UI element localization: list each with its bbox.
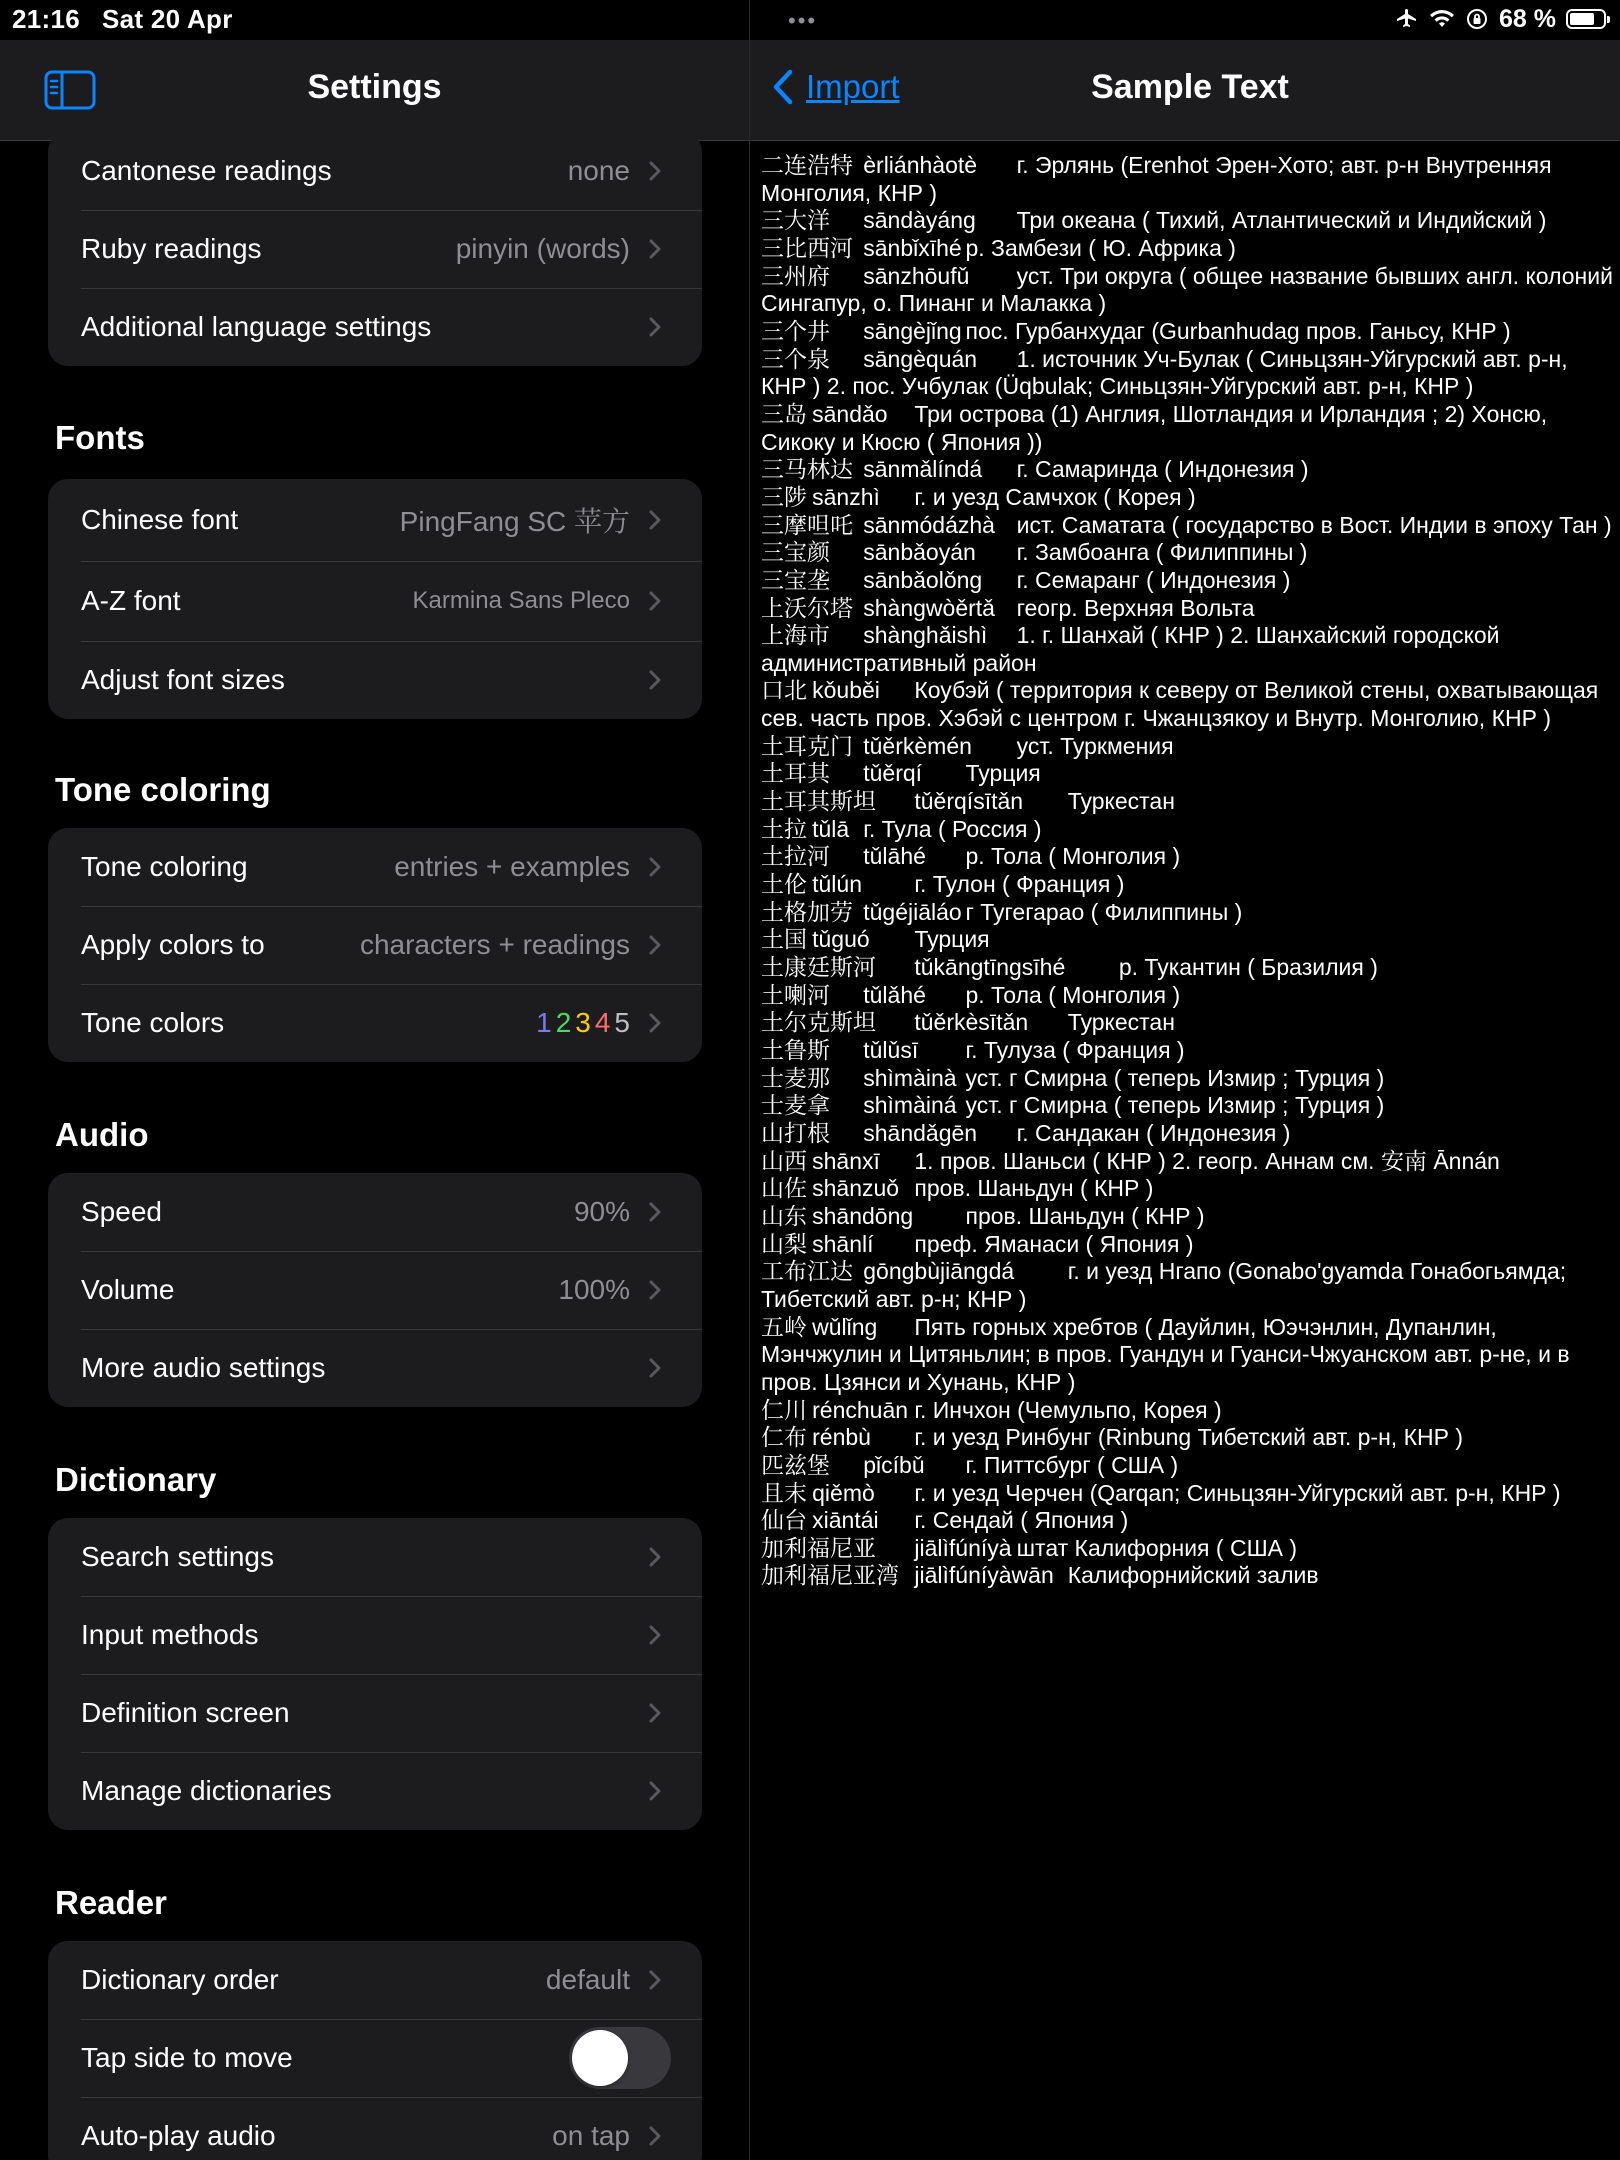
row-label: More audio settings bbox=[81, 1352, 326, 1383]
row-label: Additional language settings bbox=[81, 311, 432, 342]
apply-colors-to-row[interactable] bbox=[48, 906, 702, 984]
chevron-right-icon bbox=[648, 934, 662, 956]
tone-colors-row[interactable] bbox=[48, 984, 702, 1062]
chevron-right-icon bbox=[648, 1546, 662, 1568]
sample-text-title: Sample Text bbox=[1091, 68, 1289, 106]
volume-row[interactable] bbox=[48, 1251, 702, 1329]
ruby-readings-row[interactable] bbox=[48, 210, 702, 288]
row-label: Cantonese readings bbox=[81, 155, 332, 186]
chevron-right-icon bbox=[648, 669, 662, 691]
row-value: on tap bbox=[552, 2120, 630, 2151]
tone-coloring-row[interactable] bbox=[48, 828, 702, 906]
row-label: Adjust font sizes bbox=[81, 664, 285, 695]
multitasking-dots[interactable]: ••• bbox=[788, 8, 818, 33]
audio-group bbox=[48, 1173, 702, 1407]
chevron-right-icon bbox=[648, 509, 662, 531]
row-value: characters + readings bbox=[359, 929, 630, 960]
row-value: 90% bbox=[573, 1196, 630, 1227]
status-date: Sat 20 Apr bbox=[102, 4, 233, 34]
chevron-right-icon bbox=[648, 1969, 662, 1991]
az-font-row[interactable] bbox=[48, 561, 702, 641]
chevron-right-icon bbox=[648, 590, 662, 612]
row-label: A-Z font bbox=[81, 585, 181, 616]
row-label: Chinese font bbox=[81, 504, 239, 535]
row-label: Input methods bbox=[81, 1619, 259, 1650]
reader-group bbox=[48, 1941, 702, 2160]
tone-3-digit: 3 bbox=[575, 1007, 591, 1038]
settings-pane bbox=[0, 0, 749, 2160]
sample-text-pane bbox=[750, 0, 1620, 2160]
row-value: default bbox=[545, 1964, 630, 1995]
chevron-right-icon bbox=[648, 1780, 662, 1802]
chevron-right-icon bbox=[648, 1702, 662, 1724]
tap-side-to-move-toggle[interactable] bbox=[569, 2027, 671, 2089]
row-label: Speed bbox=[81, 1196, 162, 1227]
row-value: entries + examples bbox=[394, 851, 630, 882]
status-clock: 21:16 bbox=[12, 4, 80, 34]
row-value: pinyin (words) bbox=[455, 233, 630, 264]
tone-2-digit: 2 bbox=[555, 1007, 572, 1038]
row-label: Search settings bbox=[81, 1541, 274, 1572]
row-label: Dictionary order bbox=[81, 1964, 279, 1995]
language-settings-group bbox=[48, 132, 702, 366]
sample-text-body: 二连浩特 èrliánhàotè г. Эрлянь (Erenhot Эрен-Хото; авт. р-н Внутренняя Монголия, КНР ) 三大洋 sāndàyáng Три океана ( Тихий, Атлантический и Индийский ) 三比西河 sānbǐxīhé р. Замбези ( Ю. Африка ) 三州府 sānzhōufǔ уст. Три округа ( общее название бывших англ. колоний Сингапур, о. Пинанг и Малакка ) 三个井 sāngèjǐng пос. Гурбанхудаг (Gurbanhudag пров. Ганьсу, КНР ) 三个泉 sāngèquán 1. источник Уч-Булак ( Синьцзян-Уйгурский авт. р-н, КНР ) 2. пос. Учбулак (Üqbulak; Синьцзян-Уйгурский авт. р-н, КНР ) 三岛 sāndǎo Три острова (1) Англия, Шотландия и Ирландия ; 2) Хонсю, Сикоку и Кюсю ( Япония )) 三马林达 sānmǎlíndá г. Самаринда ( Индонезия ) 三陟 sānzhì г. и уезд Самчхок ( Корея ) 三摩呾吒 sānmódázhà ист. Саматата ( государство в Вост. Индии в эпоху Тан ) 三宝颜 sānbǎoyán г. Замбоанга ( Филиппины ) 三宝垄 sānbǎolǒng г. Семаранг ( Индонезия ) 上沃尔塔 shàngwòěrtǎ геогр. Верхняя Вольта 上海市 shànghǎishì 1. г. Шанхай ( КНР ) 2. Шанхайский городской административный район 口北 kǒuběi Коубэй ( территория к северу от Великой стены, охватывающая сев. часть пров. Хэбэй с центром г. Чжанцзякоу и Внутр. Монголию, КНР ) 土耳克门 tǔěrkèmén уст. Туркмения 土耳其 tǔěrqí Турция 土耳其斯坦 tǔěrqísītǎn Туркестан 土拉 tǔlā г. Тула ( Россия ) 土拉河 tǔlāhé р. Тола ( Монголия ) 土伦 tǔlún г. Тулон ( Франция ) 土格加劳 tǔgéjiāláo г Тугегарао ( Филиппины ) 土国 tǔguó Турция 土康廷斯河 tǔkāngtīngsīhé р. Тукантин ( Бразилия ) 土喇河 tǔlǎhé р. Тола ( Монголия ) 土尔克斯坦 tǔěrkèsītǎn Туркестан 土鲁斯 tǔlǔsī г. Тулуза ( Франция ) 士麦那 shìmàinà уст. г Смирна ( теперь Измир ; Турция ) 士麦拿 shìmàiná уст. г Смирна ( теперь Измир ; Турция ) 山打根 shāndǎgēn г. Сандакан ( Индонезия ) 山西 shānxī 1. пров. Шаньси ( КНР ) 2. геогр. Аннам см. 安南 Ānnán 山佐 shānzuǒ пров. Шаньдун ( КНР ) 山东 shāndōng пров. Шаньдун ( КНР ) 山梨 shānlí преф. Яманаси ( Япония ) 工布江达 gōngbùjiāngdá г. и уезд Нгапо (Gonabo'gyamda Гонабогьямда; Тибетский авт. р-н; КНР ) 五岭 wǔlǐng Пять горных хребтов ( Дауйлин, Юэчэнлин, Дупанлин, Мэнчжулин и Цитяньлин; в пров. Гуандун и Гуанси-Чжуанском авт. р-не, и в пров. Цзянси и Хунань, КНР ) 仁川 rénchuān г. Инчхон (Чемульпо, Корея ) 仁布 rénbù г. и уезд Ринбунг (Rinbung Тибетский авт. р-н, КНР ) 匹兹堡 pǐcíbǔ г. Питтсбург ( США ) 且末 qiěmò г. и уезд Черчен (Qarqan; Синьцзян-Уйгурский авт. р-н, КНР ) 仙台 xiāntái г. Сендай ( Япония ) 加利福尼亚 jiālìfúníyà штат Калифорния ( США ) 加利福尼亚湾 jiālìfúníyàwān Калифорнийский залив bbox=[761, 152, 1613, 1589]
tone-coloring-header: Tone coloring bbox=[55, 771, 271, 808]
chevron-right-icon bbox=[648, 1624, 662, 1646]
sample-nav-bar bbox=[750, 40, 1620, 141]
chevron-right-icon bbox=[648, 1357, 662, 1379]
adjust-font-sizes-row[interactable] bbox=[48, 641, 702, 719]
speed-row[interactable] bbox=[48, 1173, 702, 1251]
row-label: Ruby readings bbox=[81, 233, 262, 264]
status-icons bbox=[1395, 2, 1606, 36]
row-label: Tap side to move bbox=[81, 2042, 293, 2073]
dictionary-order-row[interactable] bbox=[48, 1941, 702, 2019]
dictionary-group bbox=[48, 1518, 702, 1830]
fonts-group bbox=[48, 479, 702, 719]
battery-level-fill bbox=[1570, 13, 1594, 25]
chevron-right-icon bbox=[648, 2125, 662, 2147]
row-label: Tone coloring bbox=[81, 851, 248, 882]
cantonese-readings-row[interactable] bbox=[48, 132, 702, 210]
row-label: Manage dictionaries bbox=[81, 1775, 332, 1806]
row-value: PingFang SC 苹方 bbox=[399, 506, 630, 537]
additional-language-settings-row[interactable] bbox=[48, 288, 702, 366]
chevron-right-icon bbox=[648, 1201, 662, 1223]
airplane-icon bbox=[1395, 7, 1419, 31]
reader-header: Reader bbox=[55, 1884, 167, 1921]
settings-nav-bar bbox=[0, 40, 749, 141]
status-time bbox=[12, 4, 233, 35]
back-button-label[interactable]: Import bbox=[806, 68, 900, 105]
row-value: Karmina Sans Pleco bbox=[412, 587, 630, 614]
audio-header: Audio bbox=[55, 1116, 149, 1153]
manage-dictionaries-row[interactable] bbox=[48, 1752, 702, 1830]
search-settings-row[interactable] bbox=[48, 1518, 702, 1596]
row-label: Volume bbox=[81, 1274, 175, 1305]
row-value: 100% bbox=[558, 1274, 630, 1305]
chevron-right-icon bbox=[648, 1012, 662, 1034]
tone-4-digit: 4 bbox=[594, 1007, 611, 1038]
battery-icon bbox=[1566, 9, 1606, 29]
chinese-font-row[interactable] bbox=[48, 479, 702, 561]
chevron-right-icon bbox=[648, 238, 662, 260]
chevron-right-icon bbox=[648, 160, 662, 182]
tone-coloring-group bbox=[48, 828, 702, 1062]
battery-percent: 68 % bbox=[1499, 4, 1556, 33]
chevron-right-icon bbox=[648, 1279, 662, 1301]
row-label: Definition screen bbox=[81, 1697, 290, 1728]
definition-screen-row[interactable] bbox=[48, 1674, 702, 1752]
row-label: Apply colors to bbox=[81, 929, 265, 960]
tap-side-to-move-row bbox=[48, 2019, 702, 2097]
auto-play-audio-row[interactable] bbox=[48, 2097, 702, 2160]
tone-colors-preview bbox=[532, 1007, 630, 1039]
chevron-right-icon bbox=[648, 316, 662, 338]
input-methods-row[interactable] bbox=[48, 1596, 702, 1674]
dictionary-header: Dictionary bbox=[55, 1461, 217, 1498]
settings-title: Settings bbox=[307, 68, 442, 106]
more-audio-settings-row[interactable] bbox=[48, 1329, 702, 1407]
row-value: none bbox=[567, 155, 630, 186]
tone-1-digit: 1 bbox=[536, 1007, 552, 1038]
tone-5-digit: 5 bbox=[614, 1007, 630, 1038]
chevron-right-icon bbox=[648, 856, 662, 878]
wifi-icon bbox=[1429, 9, 1455, 29]
fonts-header: Fonts bbox=[55, 419, 145, 456]
toggle-knob bbox=[572, 2030, 628, 2086]
row-label: Auto-play audio bbox=[81, 2120, 276, 2151]
orientation-lock-icon bbox=[1465, 7, 1489, 31]
row-label: Tone colors bbox=[81, 1007, 225, 1038]
